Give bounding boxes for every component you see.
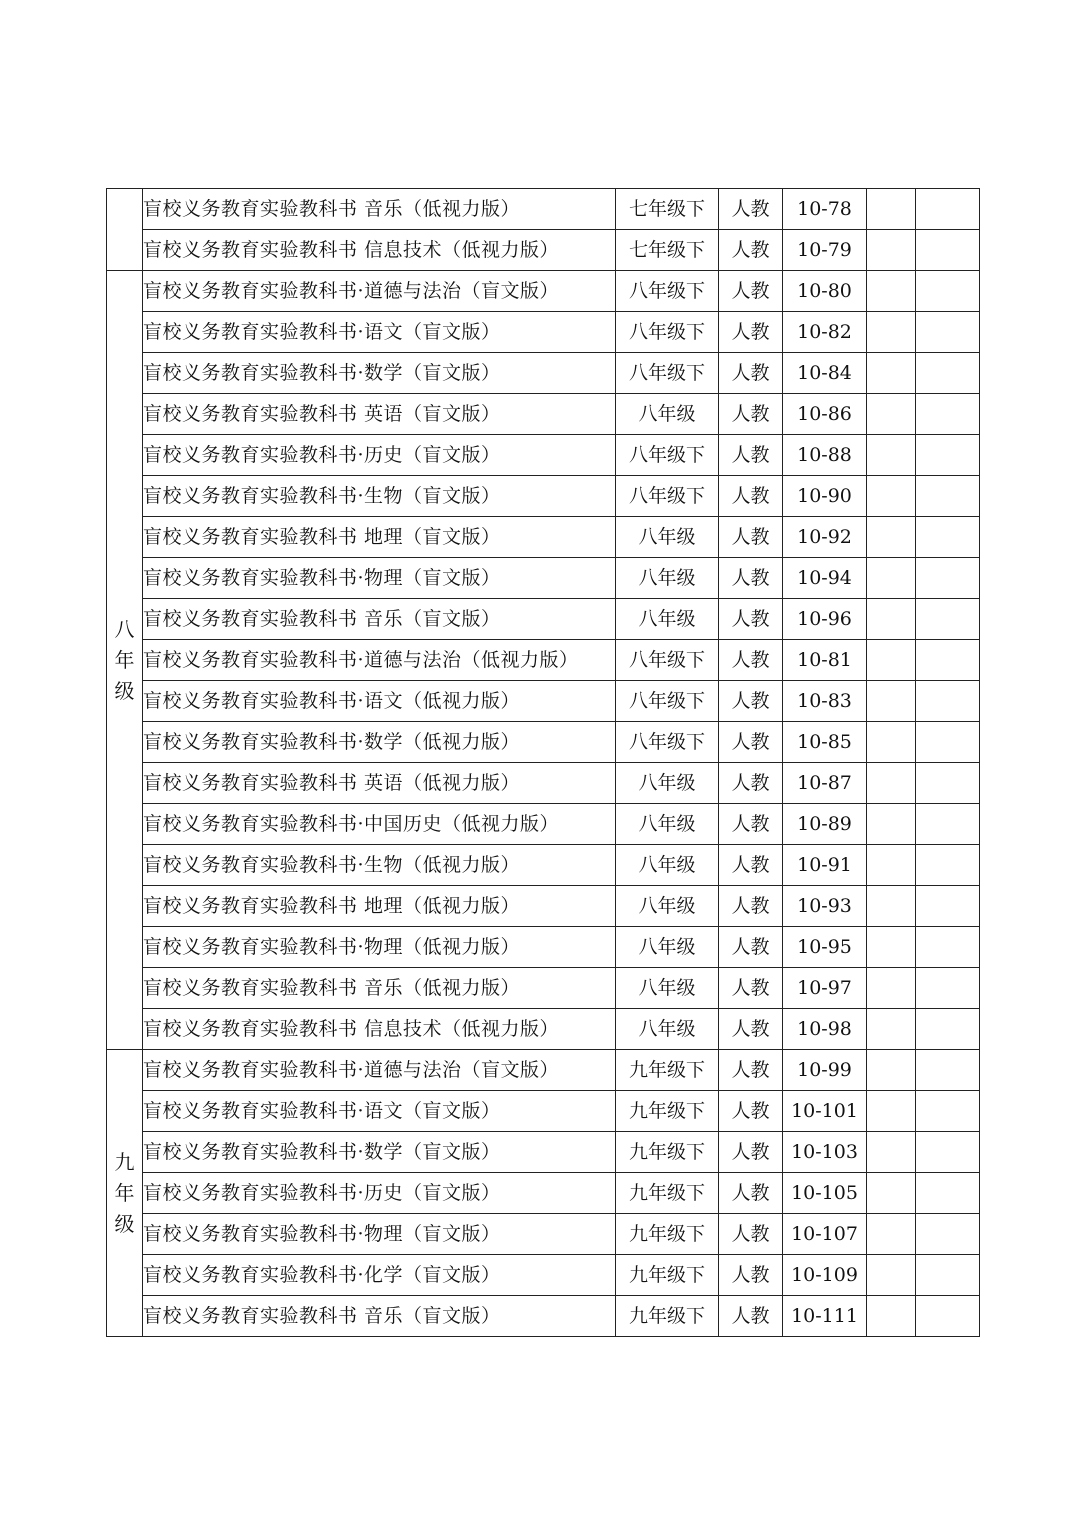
grade-label-cell (107, 189, 143, 271)
grade-term: 七年级下 (616, 230, 719, 271)
grade-term: 八年级 (616, 1009, 719, 1050)
book-code: 10-95 (783, 927, 867, 968)
empty-cell (867, 394, 916, 435)
publisher: 人教 (719, 271, 783, 312)
empty-cell (916, 189, 980, 230)
book-code: 10-85 (783, 722, 867, 763)
publisher: 人教 (719, 1214, 783, 1255)
empty-cell (867, 681, 916, 722)
empty-cell (916, 558, 980, 599)
empty-cell (916, 640, 980, 681)
empty-cell (916, 1050, 980, 1091)
grade-term: 八年级 (616, 558, 719, 599)
empty-cell (916, 763, 980, 804)
empty-cell (916, 1009, 980, 1050)
table-row (107, 476, 980, 517)
grade-term: 八年级下 (616, 271, 719, 312)
book-code: 10-90 (783, 476, 867, 517)
book-title: 盲校义务教育实验教科书·物理（盲文版） (143, 558, 616, 599)
book-code: 10-105 (783, 1173, 867, 1214)
grade-term: 八年级下 (616, 681, 719, 722)
publisher: 人教 (719, 1009, 783, 1050)
empty-cell (916, 845, 980, 886)
table-row (107, 886, 980, 927)
book-code: 10-82 (783, 312, 867, 353)
book-title: 盲校义务教育实验教科书·数学（盲文版） (143, 353, 616, 394)
grade-term: 九年级下 (616, 1132, 719, 1173)
table-row (107, 1214, 980, 1255)
empty-cell (867, 886, 916, 927)
empty-cell (867, 968, 916, 1009)
grade-term: 八年级下 (616, 312, 719, 353)
book-title: 盲校义务教育实验教科书 英语（低视力版） (143, 763, 616, 804)
table-row (107, 353, 980, 394)
book-title: 盲校义务教育实验教科书·化学（盲文版） (143, 1255, 616, 1296)
book-code: 10-101 (783, 1091, 867, 1132)
publisher: 人教 (719, 681, 783, 722)
publisher: 人教 (719, 1173, 783, 1214)
empty-cell (867, 1132, 916, 1173)
book-code: 10-91 (783, 845, 867, 886)
book-code: 10-84 (783, 353, 867, 394)
table-row (107, 968, 980, 1009)
book-title: 盲校义务教育实验教科书·物理（盲文版） (143, 1214, 616, 1255)
publisher: 人教 (719, 804, 783, 845)
book-title: 盲校义务教育实验教科书 英语（盲文版） (143, 394, 616, 435)
table-row (107, 435, 980, 476)
book-code: 10-96 (783, 599, 867, 640)
table-row (107, 517, 980, 558)
book-title: 盲校义务教育实验教科书·生物（低视力版） (143, 845, 616, 886)
empty-cell (916, 886, 980, 927)
book-code: 10-94 (783, 558, 867, 599)
grade-term: 八年级下 (616, 353, 719, 394)
book-code: 10-98 (783, 1009, 867, 1050)
empty-cell (867, 1173, 916, 1214)
empty-cell (916, 1255, 980, 1296)
book-title: 盲校义务教育实验教科书·中国历史（低视力版） (143, 804, 616, 845)
empty-cell (867, 230, 916, 271)
empty-cell (867, 517, 916, 558)
empty-cell (867, 435, 916, 476)
empty-cell (916, 353, 980, 394)
book-code: 10-107 (783, 1214, 867, 1255)
publisher: 人教 (719, 640, 783, 681)
publisher: 人教 (719, 1132, 783, 1173)
empty-cell (867, 1214, 916, 1255)
grade-term: 八年级 (616, 845, 719, 886)
table-row (107, 1050, 980, 1091)
book-code: 10-89 (783, 804, 867, 845)
empty-cell (867, 558, 916, 599)
publisher: 人教 (719, 1050, 783, 1091)
table-row (107, 230, 980, 271)
grade-term: 八年级下 (616, 476, 719, 517)
grade-term: 九年级下 (616, 1173, 719, 1214)
table-row (107, 1296, 980, 1337)
textbook-catalog-table (106, 188, 980, 1337)
empty-cell (867, 804, 916, 845)
grade-term: 九年级下 (616, 1255, 719, 1296)
table-row (107, 1132, 980, 1173)
book-title: 盲校义务教育实验教科书 地理（低视力版） (143, 886, 616, 927)
table-row (107, 394, 980, 435)
book-title: 盲校义务教育实验教科书 信息技术（低视力版） (143, 230, 616, 271)
book-title: 盲校义务教育实验教科书 地理（盲文版） (143, 517, 616, 558)
book-code: 10-86 (783, 394, 867, 435)
grade-term: 八年级下 (616, 722, 719, 763)
empty-cell (916, 435, 980, 476)
publisher: 人教 (719, 558, 783, 599)
book-title: 盲校义务教育实验教科书·数学（低视力版） (143, 722, 616, 763)
empty-cell (916, 312, 980, 353)
publisher: 人教 (719, 394, 783, 435)
grade-term: 八年级 (616, 763, 719, 804)
book-title: 盲校义务教育实验教科书·语文（盲文版） (143, 312, 616, 353)
empty-cell (916, 968, 980, 1009)
empty-cell (867, 271, 916, 312)
grade-term: 八年级下 (616, 640, 719, 681)
book-title: 盲校义务教育实验教科书 音乐（盲文版） (143, 599, 616, 640)
table-row (107, 312, 980, 353)
table-row (107, 271, 980, 312)
grade-term: 八年级下 (616, 435, 719, 476)
book-code: 10-111 (783, 1296, 867, 1337)
publisher: 人教 (719, 435, 783, 476)
book-title: 盲校义务教育实验教科书·语文（低视力版） (143, 681, 616, 722)
publisher: 人教 (719, 927, 783, 968)
grade-term: 八年级 (616, 968, 719, 1009)
book-title: 盲校义务教育实验教科书 音乐（低视力版） (143, 968, 616, 1009)
book-title: 盲校义务教育实验教科书·道德与法治（盲文版） (143, 1050, 616, 1091)
book-title: 盲校义务教育实验教科书·历史（盲文版） (143, 1173, 616, 1214)
empty-cell (916, 1214, 980, 1255)
publisher: 人教 (719, 968, 783, 1009)
publisher: 人教 (719, 845, 783, 886)
book-code: 10-81 (783, 640, 867, 681)
empty-cell (916, 1132, 980, 1173)
empty-cell (867, 640, 916, 681)
book-code: 10-109 (783, 1255, 867, 1296)
table-row (107, 1091, 980, 1132)
empty-cell (916, 681, 980, 722)
book-title: 盲校义务教育实验教科书·物理（低视力版） (143, 927, 616, 968)
book-title: 盲校义务教育实验教科书·语文（盲文版） (143, 1091, 616, 1132)
table-row (107, 804, 980, 845)
book-title: 盲校义务教育实验教科书·生物（盲文版） (143, 476, 616, 517)
empty-cell (867, 1255, 916, 1296)
grade-term: 八年级 (616, 517, 719, 558)
empty-cell (867, 1296, 916, 1337)
table-row (107, 1255, 980, 1296)
publisher: 人教 (719, 722, 783, 763)
empty-cell (916, 804, 980, 845)
book-title: 盲校义务教育实验教科书·历史（盲文版） (143, 435, 616, 476)
book-title: 盲校义务教育实验教科书·道德与法治（低视力版） (143, 640, 616, 681)
publisher: 人教 (719, 230, 783, 271)
grade-label: 九年级 (114, 1149, 135, 1236)
book-code: 10-103 (783, 1132, 867, 1173)
publisher: 人教 (719, 353, 783, 394)
grade-term: 八年级 (616, 394, 719, 435)
book-code: 10-79 (783, 230, 867, 271)
empty-cell (916, 230, 980, 271)
table-row (107, 599, 980, 640)
grade-term: 八年级 (616, 886, 719, 927)
table-row (107, 640, 980, 681)
empty-cell (867, 1009, 916, 1050)
table-row (107, 722, 980, 763)
publisher: 人教 (719, 312, 783, 353)
grade-term: 九年级下 (616, 1214, 719, 1255)
table-row (107, 927, 980, 968)
empty-cell (867, 845, 916, 886)
grade-term: 八年级 (616, 599, 719, 640)
book-code: 10-92 (783, 517, 867, 558)
grade-term: 九年级下 (616, 1091, 719, 1132)
empty-cell (867, 1091, 916, 1132)
publisher: 人教 (719, 599, 783, 640)
book-title: 盲校义务教育实验教科书 音乐（盲文版） (143, 1296, 616, 1337)
publisher: 人教 (719, 476, 783, 517)
table-row (107, 1173, 980, 1214)
book-title: 盲校义务教育实验教科书 信息技术（低视力版） (143, 1009, 616, 1050)
publisher: 人教 (719, 189, 783, 230)
table-row (107, 845, 980, 886)
publisher: 人教 (719, 763, 783, 804)
book-code: 10-99 (783, 1050, 867, 1091)
table-row (107, 763, 980, 804)
empty-cell (867, 476, 916, 517)
grade-label: 八年级 (114, 616, 135, 703)
grade-term: 九年级下 (616, 1296, 719, 1337)
empty-cell (867, 1050, 916, 1091)
publisher: 人教 (719, 517, 783, 558)
book-code: 10-78 (783, 189, 867, 230)
empty-cell (916, 722, 980, 763)
table-row (107, 189, 980, 230)
book-title: 盲校义务教育实验教科书·道德与法治（盲文版） (143, 271, 616, 312)
empty-cell (867, 763, 916, 804)
empty-cell (916, 476, 980, 517)
book-code: 10-83 (783, 681, 867, 722)
grade-term: 八年级 (616, 927, 719, 968)
empty-cell (916, 1296, 980, 1337)
grade-label-cell (107, 1050, 143, 1337)
book-code: 10-93 (783, 886, 867, 927)
grade-term: 八年级 (616, 804, 719, 845)
book-code: 10-88 (783, 435, 867, 476)
empty-cell (916, 394, 980, 435)
empty-cell (867, 353, 916, 394)
empty-cell (867, 599, 916, 640)
table-body (107, 189, 980, 1337)
table-row (107, 558, 980, 599)
publisher: 人教 (719, 886, 783, 927)
book-code: 10-80 (783, 271, 867, 312)
empty-cell (916, 599, 980, 640)
empty-cell (867, 312, 916, 353)
book-title: 盲校义务教育实验教科书 音乐（低视力版） (143, 189, 616, 230)
empty-cell (916, 1173, 980, 1214)
publisher: 人教 (719, 1091, 783, 1132)
publisher: 人教 (719, 1296, 783, 1337)
empty-cell (916, 927, 980, 968)
empty-cell (916, 271, 980, 312)
empty-cell (916, 1091, 980, 1132)
grade-term: 九年级下 (616, 1050, 719, 1091)
publisher: 人教 (719, 1255, 783, 1296)
grade-label-cell (107, 271, 143, 1050)
book-code: 10-87 (783, 763, 867, 804)
empty-cell (867, 722, 916, 763)
table-row (107, 1009, 980, 1050)
book-code: 10-97 (783, 968, 867, 1009)
table-row (107, 681, 980, 722)
empty-cell (867, 189, 916, 230)
grade-term: 七年级下 (616, 189, 719, 230)
empty-cell (916, 517, 980, 558)
empty-cell (867, 927, 916, 968)
book-title: 盲校义务教育实验教科书·数学（盲文版） (143, 1132, 616, 1173)
